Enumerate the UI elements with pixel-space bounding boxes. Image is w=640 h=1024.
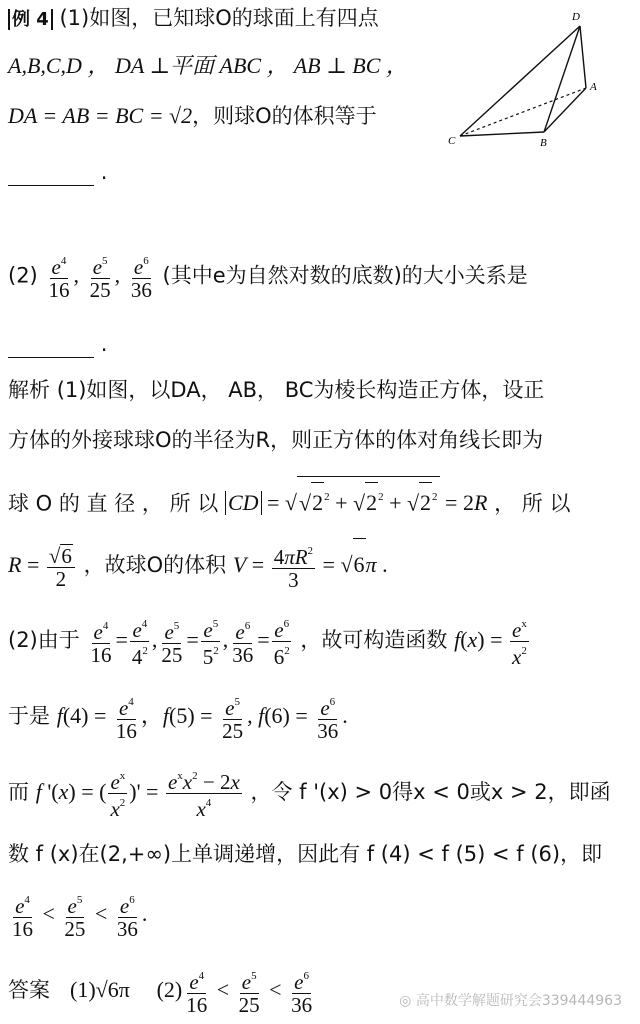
edge-BA [544,88,586,132]
solution-line-9 [8,888,147,940]
solution-title: 解析 [8,378,50,402]
solution-line-2: 方体的外接球球O的半径为R，则正方体的体对角线长即为 [8,428,544,452]
problem-line-1 [8,4,379,34]
solution-line-7 [8,766,611,820]
problem-1-intro: (1)如图，已知球O的球面上有四点 [59,6,379,30]
question-1: ，则球O的体积等于 [192,104,377,128]
answer-blank-2 [8,337,94,358]
volume-equation: V = $\frac{4\pi R^2}{3}$ = √6π . [233,552,388,577]
solution-2-intro: (2)由于 [8,628,80,652]
edge-DA [580,26,586,88]
period: . [100,160,108,184]
problem-line-2: A,B,C,D ， DA ⊥平面 ABC ， AB ⊥ BC ， [8,53,408,78]
solution-2-and: 而 [8,780,29,804]
problem-2-text: (其中e为自然对数的底数)的大小关系是 [162,263,528,288]
edge-CA-hidden [460,88,586,136]
function-definition: f(x) = $\frac{e^x}{x^2}$ [454,627,531,652]
solution-2-condition: ，令 f '(x) > 0得x < 0或x > 2，即函 [250,780,611,804]
answer-line [8,964,316,1016]
answer-2-inequality: $\frac{e^4}{16}$ < $\frac{e^5}{25}$ < $\frac{e^6}{36}$ [182,977,316,1002]
solution-line-6 [8,690,348,742]
fraction-e6-36: $\frac{e^6}{36}$ [129,252,154,301]
fraction-rewrite: $\frac{e^4}{16}$ = $\frac{e^4}{4^2}$ , $\frac{e^5}{25}$ = $\frac{e^5}{5^2}$ , $\frac{e^6}{36}$ = $\frac{e^6}{6^2}$ [86,627,293,652]
answer-label: 答案 [8,978,50,1002]
fraction-e5-25: $\frac{e^5}{25}$ [88,252,113,301]
diagonal-equation: CD = $√√2^2 + √2^2 + √2^2 = 2R$ [225,490,487,515]
problem-line-3 [8,102,377,130]
answer-2-prefix: (2) [156,977,183,1002]
fraction-e4-16: $\frac{e^4}{16}$ [46,252,71,301]
solution-2-construct: ，故可构造函数 [300,628,448,652]
solution-line-5 [8,614,531,668]
problem-line-4: (2) $\frac{e^4}{16}$ , $\frac{e^5}{25}$ , $\frac{e^6}{36}$ (其中e为自然对数的底数)的大小关系是 [8,252,528,301]
solution-1-text: (1)如图，以DA， AB， BC为棱长构造正方体，设正 [56,378,545,402]
tetrahedron-figure [440,4,640,154]
given-equation: DA = AB = BC = √2 [8,103,193,128]
wechat-icon: ◎ [399,993,412,1009]
solution-line-1 [8,376,544,404]
answer-blank-1 [8,165,94,186]
solution-1-diameter-text: 球 O 的 直 径 ， 所 以 [8,491,219,516]
radius-equation: R = $\frac{√6}{2}$ [8,552,77,577]
answer-blank-2-line [8,330,107,358]
label-A: A [590,81,597,93]
answer-1: (1)√6π [70,977,130,1002]
problem-2-prefix: (2) [8,263,38,288]
edge-CB [460,132,544,136]
inequality-result: $\frac{e^4}{16}$ < $\frac{e^5}{25}$ < $\frac{e^6}{36}$ . [8,901,147,926]
solution-line-3 [8,476,570,523]
label-C: C [448,135,456,147]
solution-1-volume-text: ，故球O的体积 [83,553,227,577]
watermark-label: 高中数学解题研究会339444963 [415,993,622,1009]
answer-blank-1-line [8,158,107,186]
solution-2-so: 于是 [8,704,50,728]
function-values: f(4) = $\frac{e^4}{16}$ ，f(5) = $\frac{e^5}{25}$ , f(6) = $\frac{e^6}{36}$ . [57,703,348,728]
derivative-equation: f '(x) = ( $\frac{e^x}{x^2}$ )' = $\frac{e^xx^2 - 2x}{x^4}$ [36,779,244,804]
label-D: D [572,11,580,23]
example-tag: 例 4 [8,9,53,30]
label-B: B [540,137,547,149]
watermark-text [399,990,622,1010]
period: . [100,332,108,356]
solution-1-so: ， 所 以 [494,491,571,516]
solution-line-4 [8,538,388,591]
solution-line-8: 数 f (x)在(2,+∞)上单调递增，因此有 f (4) < f (5) < f (6)，即 [8,842,603,866]
